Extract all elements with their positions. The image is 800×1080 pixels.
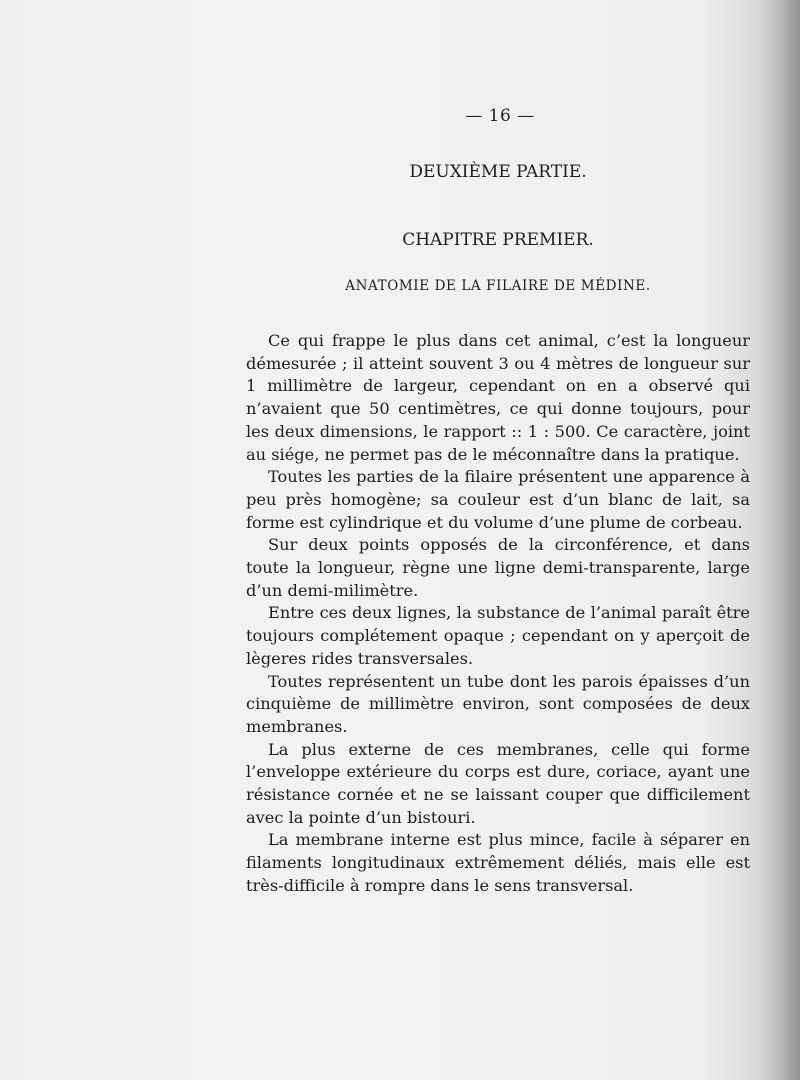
paragraph: Sur deux points opposés de la circonférence, et dans toute la longueur, règne une ligne demi-transparente, large d’un demi-milimètre. (246, 535, 750, 600)
page-number: — 16 — (465, 106, 535, 126)
paragraph: Ce qui frappe le plus dans cet animal, c’est la longueur démesurée ; il atteint souvent 3 ou 4 mètres de longueur sur 1 millimètre de largeur, cependant on en a observé qui n’avaient que 50 centimètres, ce qui donne toujours, pour les deux dimensions, le rapport :: 1 : 500. Ce caractère, joint au siége, ne permet pas de le méconnaître dans la pratique. (246, 331, 750, 464)
part-title: DEUXIÈME PARTIE. (409, 162, 587, 182)
paragraph: Toutes les parties de la filaire présentent une apparence à peu près homogène; sa couleur est d’un blanc de lait, sa forme est cylindrique et du volume d’une plume de corbeau. (246, 467, 750, 532)
body-text (246, 330, 750, 898)
paragraph: Entre ces deux lignes, la substance de l’animal paraît être toujours complétement opaque ; cependant on y aperçoit de lègeres rides transversales. (246, 603, 750, 668)
paragraph: La plus externe de ces membranes, celle qui forme l’enveloppe extérieure du corps est dure, coriace, ayant une résistance cornée et ne se laissant couper que difficilement avec la pointe d’un bistouri. (246, 739, 750, 827)
paragraph: La membrane interne est plus mince, facile à séparer en filaments longitudinaux extrêmement déliés, mais elle est très-difficile à rompre dans le sens transversal. (246, 830, 750, 895)
section-title: ANATOMIE DE LA FILAIRE DE MÉDINE. (345, 278, 651, 294)
chapter-title: CHAPITRE PREMIER. (402, 230, 594, 250)
paragraph: Toutes représentent un tube dont les parois épaisses d’un cinquième de millimètre environ, sont composées de deux membranes. (246, 671, 750, 736)
